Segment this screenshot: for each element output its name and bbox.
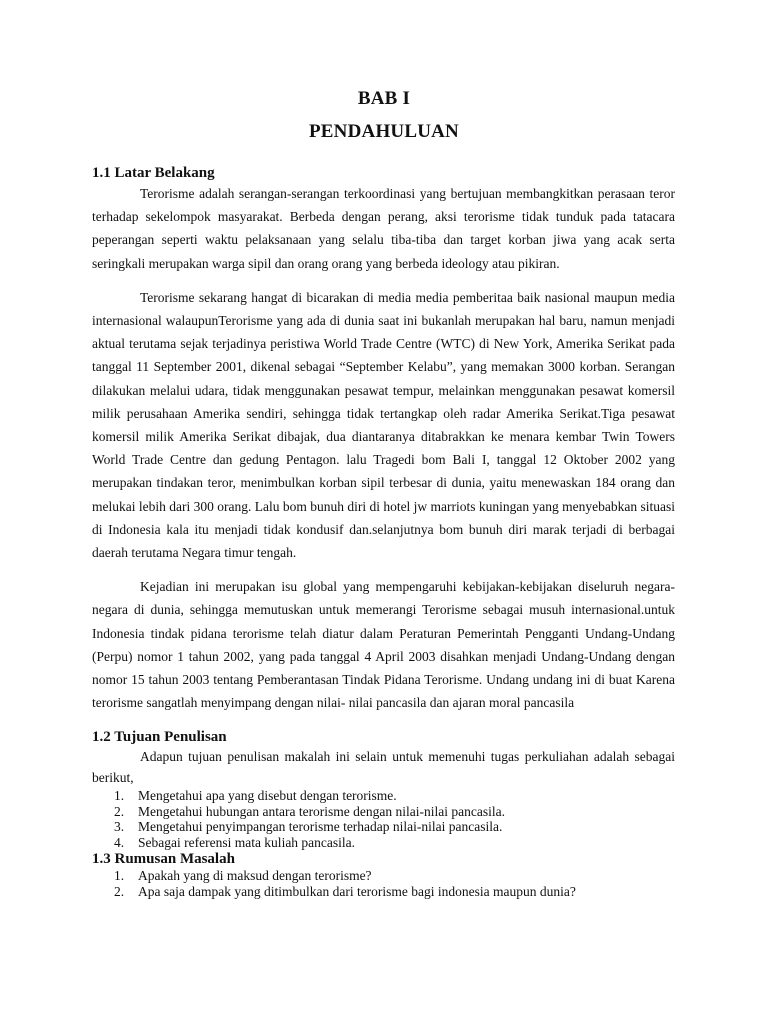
list-item-number: 2. <box>114 883 125 899</box>
list-item-number: 1. <box>114 788 125 804</box>
section-heading-tujuan-penulisan: 1.2 Tujuan Penulisan <box>92 729 227 746</box>
list-item-text: Mengetahui hubungan antara terorisme dengan nilai-nilai pancasila. <box>138 803 505 819</box>
list-item-number: 1. <box>114 868 125 884</box>
list-item-text: Apa saja dampak yang ditimbulkan dari terorisme bagi indonesia maupun dunia? <box>138 883 576 899</box>
paragraph-3: Kejadian ini merupakan isu global yang mempengaruhi kebijakan-kebijakan diseluruh negara-negara di dunia, sehingga memutuskan untuk memerangi Terorisme sebagai musuh internasional.untuk Indonesia tindak pidana terorisme telah diatur dalam Peraturan Pemerintah Pengganti Undang-Undang (Perpu) nomor 1 tahun 2002, yang pada tanggal 4 April 2003 disahkan menjadi Undang-Undang dengan nomor 15 tahun 2003 tentang Pemberantasan Tindak Pidana Terorisme. Undang undang ini di buat Karena terorisme sangatlah menyimpang dengan nilai- nilai pancasila dan ajaran moral pancasila <box>92 579 675 711</box>
tujuan-list <box>92 788 675 850</box>
list-item-text: Mengetahui apa yang disebut dengan terorisme. <box>138 788 397 804</box>
list-item-number: 3. <box>114 819 125 835</box>
section-heading-latar-belakang: 1.1 Latar Belakang <box>92 165 215 181</box>
list-item <box>92 804 675 820</box>
list-item-number: 4. <box>114 834 125 850</box>
paragraph-1: Terorisme adalah serangan-serangan terkoordinasi yang bertujuan membangkitkan perasaan teror terhadap sekelompok masyarakat. Berbeda dengan perang, aksi terorisme tidak tunduk pada tatacara peperangan seperti waktu pelaksanaan yang selalu tiba-tiba dan target korban jiwa yang acak serta seringkali merupakan warga sipil dan orang orang yang berbeda ideology atau pikiran. <box>92 186 675 271</box>
section-heading-rumusan-masalah: 1.3 Rumusan Masalah <box>92 851 235 868</box>
list-item <box>92 868 675 884</box>
list-item <box>92 788 675 804</box>
list-item-text: Mengetahui penyimpangan terorisme terhadap nilai-nilai pancasila. <box>138 819 503 835</box>
rumusan-list <box>92 868 675 899</box>
list-item <box>92 819 675 835</box>
document-body <box>92 165 675 899</box>
list-item-text: Apakah yang di maksud dengan terorisme? <box>138 868 372 884</box>
chapter-number: BAB I <box>357 88 411 109</box>
paragraph-tujuan: Adapun tujuan penulisan makalah ini selain untuk memenuhi tugas perkuliahan adalah sebagai berikut, <box>92 749 675 786</box>
list-item-number: 2. <box>114 803 125 819</box>
paragraph-2: Terorisme sekarang hangat di bicarakan di media media pemberitaa baik nasional maupun media internasional walaupunTerorisme yang ada di dunia saat ini bukanlah merupakan hal baru, namun menjadi aktual terutama sejak terjadinya peristiwa World Trade Centre (WTC) di New York, Amerika Serikat pada tanggal 11 September 2001, dikenal sebagai “September Kelabu”, yang memakan 3000 korban. Serangan dilakukan melalui udara, tidak menggunakan pesawat tempur, melainkan menggunakan pesawat komersil milik perusahaan Amerika sendiri, sehingga tidak tertangkap oleh radar Amerika Serikat.Tiga pesawat komersil milik Amerika Serikat dibajak, dua diantaranya ditabrakkan ke menara kembar Twin Towers World Trade Centre dan gedung Pentagon. lalu Tragedi bom Bali I, tanggal 12 Oktober 2002 yang merupakan tindakan teror, menimbulkan korban sipil terbesar di dunia, yaitu menewaskan 184 orang dan melukai lebih dari 300 orang. Lalu bom bunuh diri di hotel jw marriots kuningan yang menyebabkan situasi di Indonesia kala itu menjadi tidak kondusif dan.selanjutnya bom bunuh diri marak terjadi di berbagai daerah terutama Negara timur tengah. <box>92 289 676 561</box>
list-item <box>92 835 675 851</box>
list-item <box>92 884 675 900</box>
list-item-text: Sebagai referensi mata kuliah pancasila. <box>138 834 356 850</box>
chapter-title: PENDAHULUAN <box>309 121 459 142</box>
